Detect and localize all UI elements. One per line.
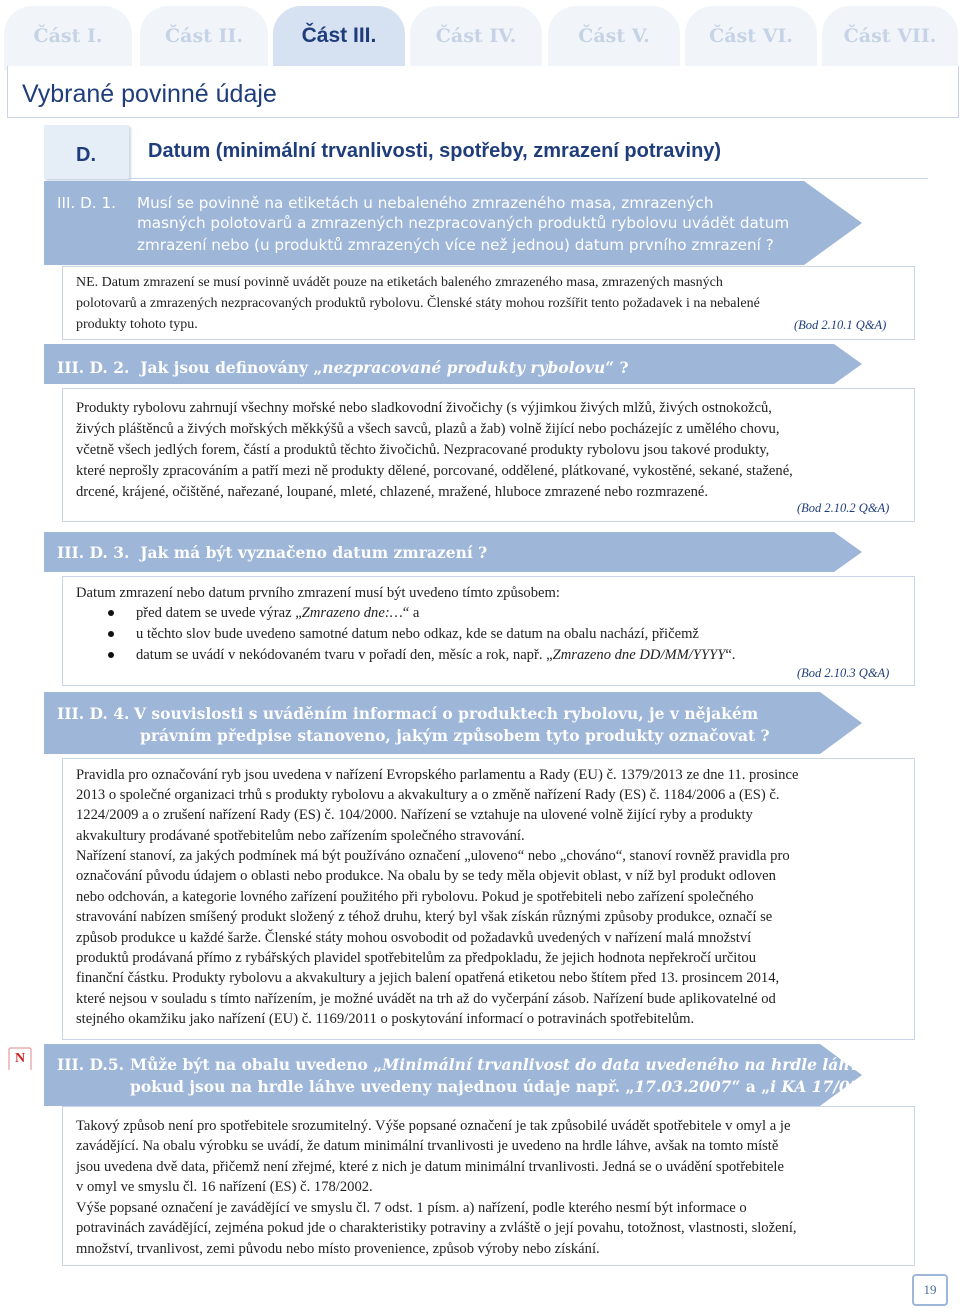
- answer-1-reference: (Bod 2.10.1 Q&A): [794, 318, 887, 332]
- section-divider: [128, 178, 928, 179]
- question-4-label: III. D. 4.: [57, 704, 130, 723]
- bullet-dot: [108, 631, 114, 637]
- answer-4-line-13: stejného okamžiku jako nařízení (EU) č. 1169/2011 o poskytování informací o potravinách spotřebitelům.: [76, 1011, 695, 1027]
- answer-2-line-1: Produkty rybolovu zahrnují všechny mořské nebo sladkovodní živočichy (s výjimkou živých mlžů, živých ostnokožců,: [76, 400, 772, 416]
- answer-2-reference: (Bod 2.10.2 Q&A): [797, 501, 890, 515]
- question-2-text-b: “ ?: [605, 358, 629, 377]
- answer-5-line-3: jsou uvedena dvě data, přičemž není zřejmé, které z nich je datum minimální trvanlivosti. Jedná se o uvádění spotřebitele: [76, 1159, 784, 1175]
- answer-5-line-5: Výše popsané označení je zavádějící ve smyslu čl. 7 odst. 1 písm. a) nařízení, podle kterého nesmí být informace o: [76, 1200, 747, 1216]
- question-1-label: III. D. 1.: [57, 194, 116, 212]
- tab-part-2[interactable]: Část II.: [140, 6, 268, 70]
- tab-part-3[interactable]: Část III.: [273, 6, 405, 70]
- answer-4-line-9: způsob produkce u každé šarže. Členské státy mohou osvobodit od požadavků uvedených v nařízení malá množství: [76, 930, 752, 946]
- section-letter: D.: [76, 144, 96, 166]
- question-5-line-2: [130, 1077, 912, 1097]
- question-3-question: Jak má být vyznačeno datum zmrazení ?: [140, 543, 488, 562]
- question-3-label: III. D. 3.: [57, 543, 130, 562]
- answer-1-line-2: polotovarů a zmrazených nezpracovaných produktů rybolovu. Členské státy mohou rozšířit tento požadavek i na nebalené: [76, 296, 760, 311]
- question-5-line-2-b: “ ?: [887, 1077, 912, 1096]
- answer-3-bullet-3-a: datum se uvádí v nekódovaném tvaru v pořadí den, měsíc a rok, např. „: [136, 647, 553, 663]
- answer-4-line-5: Nařízení stanoví, za jakých podmínek má být používáno označení „uloveno“ nebo „chováno“, stanoví rovněž pravidla pro: [76, 848, 790, 864]
- answer-4-line-11: finanční částku. Produkty rybolovu a akvakultury a jejich balení opatřená etiketou nebo štítem před 13. prosincem 2014,: [76, 970, 780, 986]
- tab-part-4[interactable]: Část IV.: [410, 6, 542, 70]
- section-title: Datum (minimální trvanlivosti, spotřeby, zmrazení potraviny): [148, 140, 722, 162]
- answer-3-bullet-1-a: před datem se uvede výraz „: [136, 605, 302, 621]
- question-5-line-1-italic: Minimální trvanlivost do data uvedeného na hrdle láhve: [382, 1055, 869, 1074]
- question-1-line-3: zmrazení nebo (u produktů zmrazených více než jednou) datum prvního zmrazení ?: [137, 236, 774, 254]
- new-item-marker: [6, 1046, 34, 1072]
- answer-5-line-4: v omyl ve smyslu čl. 16 nařízení (ES) č. 178/2002.: [76, 1179, 373, 1195]
- page-title: Vybrané povinné údaje: [22, 80, 277, 108]
- question-5-line-2-a: pokud jsou na hrdle láhve uvedeny najednou údaje např. „: [130, 1077, 635, 1096]
- answer-2-line-3: včetně všech jedlých forem, částí a produktů těchto živočichů. Nezpracované produkty rybolovu jsou takové produkty,: [76, 442, 770, 458]
- question-2-label: III. D. 2.: [57, 358, 130, 377]
- tab-part-6[interactable]: Část VI.: [685, 6, 817, 70]
- question-4-line-1: V souvislosti s uváděním informací o produktech rybolovu, je v nějakém: [134, 704, 759, 723]
- answer-4-line-12: které nejsou v souladu s tímto nařízením, je možné uvádět na trh až do vyčerpání zásob. Nařízení bude aplikovatelné od: [76, 991, 776, 1007]
- page-number: 19: [912, 1274, 948, 1306]
- answer-5-line-7: množství, trvanlivost, zemi původu nebo místo provenience, způsob výroby nebo získání.: [76, 1241, 600, 1257]
- answer-4-line-6: označování původu údajem o oblasti nebo produkce. Na obalu by se tedy měla objevit oblast, v níž byl produkt odloven: [76, 868, 776, 884]
- answer-4-line-10: produktů prodávaná přímo z rybářských plavidel spotřebitelům za předpokladu, že jejich hodnota nepřekročí určitou: [76, 950, 757, 966]
- question-3-text: [57, 543, 837, 563]
- part-tabs: [0, 0, 960, 70]
- answer-4-line-8: stravování nabízen smíšený produkt složený z téhož druhu, který byl však získán různými způsoby produkce, označí se: [76, 909, 773, 925]
- answer-3-bullet-2-a: u těchto slov bude uvedeno samotné datum nebo odkaz, kde se datum na obalu nachází, přičemž: [136, 626, 699, 642]
- answer-3-bullet-1-b: “ a: [402, 605, 420, 621]
- question-5-label: III. D.5.: [57, 1055, 125, 1074]
- question-2-text: [57, 358, 837, 378]
- answer-3-reference: (Bod 2.10.3 Q&A): [797, 666, 890, 680]
- answer-3-intro: Datum zmrazení nebo datum prvního zmrazení musí být uvedeno tímto způsobem:: [76, 585, 560, 601]
- question-2-text-italic: nezpracované produkty rybolovu: [322, 358, 606, 377]
- answer-3-bullet-1-italic: Zmrazeno dne:…: [301, 605, 403, 621]
- answer-5-line-1: Takový způsob není pro spotřebitele srozumitelný. Výše popsané označení je tak způsobilé uvádět spotřebitele v omyl a je: [76, 1118, 791, 1134]
- answer-2-line-4: které neprošly zpracováním a patří mezi ně produkty dělené, porcované, oddělené, plátkované, vykostěné, sekané, stažené,: [76, 463, 793, 479]
- answer-1-line-1: NE. Datum zmrazení se musí povinně uvádět pouze na etiketách baleného zmrazeného masa, zmrazených masných: [76, 275, 723, 290]
- answer-4-line-1: Pravidla pro označování ryb jsou uvedena v nařízení Evropského parlamentu a Rady (EU) č. 1379/2013 ze dne 11. prosince: [76, 767, 799, 783]
- answer-3-bullet-3-b: “.: [725, 647, 736, 663]
- tab-part-5[interactable]: Část V.: [548, 6, 680, 70]
- answer-4-line-2: 2013 o společné organizaci trhů s produkty rybolovu a akvakultury a o změně nařízení Rady (ES) č. 1184/2006 a (ES) č.: [76, 787, 780, 803]
- tab-part-7[interactable]: Část VII.: [822, 6, 958, 70]
- question-5-line-2-m: “ a „: [731, 1077, 771, 1096]
- question-4-line-2: právním předpise stanoveno, jakým způsobem tyto produkty označovat ?: [140, 726, 770, 745]
- answer-3-bullet-3: [76, 645, 906, 666]
- question-5-line-1-a: Může být na obalu uvedeno „: [130, 1055, 383, 1074]
- question-1-line-2: masných polotovarů a zmrazených nezpracovaných produktů rybolovu uvádět datum: [137, 214, 790, 232]
- new-item-marker-letter: N: [14, 1051, 26, 1066]
- answer-3-bullets: [76, 603, 906, 666]
- question-5-line-2-italic-1: 17.03.2007: [634, 1077, 732, 1096]
- answer-4-line-3: 1224/2009 a o zrušení nařízení Rady (ES) č. 104/2000. Nařízení se vztahuje na ulovené volně žijící ryby a produkty: [76, 807, 753, 823]
- bullet-dot: [108, 610, 114, 616]
- answer-3-bullet-1: [76, 603, 906, 624]
- question-5-line-1-b: “,: [868, 1055, 883, 1074]
- question-5-line-1: [130, 1055, 883, 1075]
- answer-2-line-2: živých pláštěnců a živých mořských měkkýšů a všech savců, plazů a žab) volně žijící nebo pocházejíc z umělého chovu,: [76, 421, 780, 437]
- answer-4-line-4: akvakultury prodávané spotřebitelům nebo zařízením společného stravování.: [76, 828, 525, 844]
- answer-1-line-3: produkty tohoto typu.: [76, 317, 198, 332]
- answer-5-line-6: potravinách zavádějící, zejména pokud jde o charakteristiky potraviny a zvláště o její povahu, totožnost, vlastnosti, složení,: [76, 1220, 797, 1236]
- answer-4-line-7: nebo odchován, a kategorie lovného zařízení použitého při rybolovu. Pokud je spotřebiteli nebo zařízení společného: [76, 889, 754, 905]
- question-1-line-1: Musí se povinně na etiketách u nebaleného zmrazeného masa, zmrazených: [137, 194, 714, 212]
- answer-3-bullet-2: [76, 624, 906, 645]
- question-2-text-a: Jak jsou definovány „: [140, 358, 323, 377]
- bullet-dot: [108, 652, 114, 658]
- question-5-line-2-italic-2: i KA 17/03/08: [770, 1077, 888, 1096]
- answer-2-line-5: drcené, krájené, očištěné, nařezané, loupané, mleté, chlazené, mražené, hluboce zmrazené nebo rozmrazené.: [76, 484, 709, 500]
- tab-part-1[interactable]: Část I.: [4, 6, 132, 70]
- answer-5-line-2: zavádějící. Na obalu výrobku se uvádí, že datum minimální trvanlivosti je uvedeno na hrdle láhve, avšak na tomto místě: [76, 1138, 779, 1154]
- answer-3-bullet-3-italic: Zmrazeno dne DD/MM/YYYY: [552, 647, 726, 663]
